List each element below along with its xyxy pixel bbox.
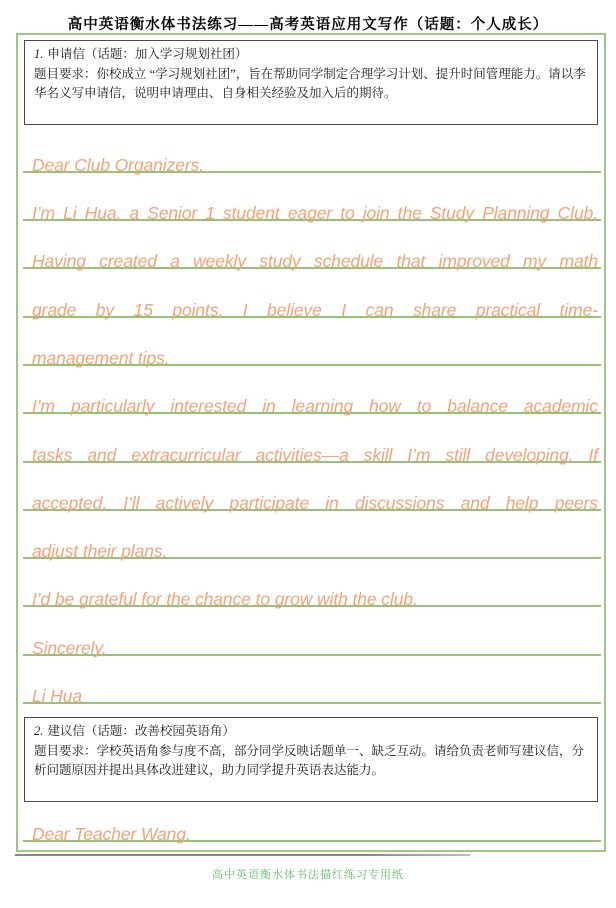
handwriting-text: accepted, I’ll actively participate in discussions and help peers xyxy=(32,492,598,513)
prompt-box-1 xyxy=(24,40,598,125)
writing-line xyxy=(23,414,601,465)
handwriting-text: Dear Club Organizers, xyxy=(32,154,204,175)
prompt-1-number: 1. xyxy=(34,47,44,61)
handwriting-text: management tips. xyxy=(32,347,170,368)
writing-line xyxy=(23,318,601,366)
handwriting-text: I’d be grateful for the chance to grow with the club. xyxy=(32,589,418,610)
clipped-next-section-edge xyxy=(15,854,470,856)
footer-label: 高中英语衡水体书法描红练习专用纸 xyxy=(212,868,404,881)
writing-line xyxy=(23,269,601,320)
prompt-2-topic: 建议信（话题：改善校园英语角） xyxy=(47,724,235,739)
handwriting-text: Dear Teacher Wang, xyxy=(32,823,191,844)
prompt-2-heading xyxy=(34,722,588,742)
writing-line xyxy=(23,366,601,417)
handwriting-text: I’m Li Hua, a Senior 1 student eager to join the Study Planning Club. xyxy=(32,203,598,224)
writing-line xyxy=(23,173,601,224)
handwriting-text: I’m particularly interested in learning how to balance academic xyxy=(32,396,598,417)
handwriting-text: Having created a weekly study schedule that improved my math xyxy=(32,251,598,272)
writing-line xyxy=(23,221,601,272)
writing-line xyxy=(23,559,601,610)
handwriting-text: adjust their plans. xyxy=(32,541,168,562)
writing-line xyxy=(23,656,601,707)
page-title: 高中英语衡水体书法练习——高考英语应用文写作（话题：个人成长） xyxy=(67,17,549,33)
prompt-2-number: 2. xyxy=(34,724,44,739)
writing-line xyxy=(23,802,601,842)
writing-line xyxy=(23,511,601,562)
prompt-2-requirements: 题目要求：学校英语角参与度不高，部分同学反映话题单一、缺乏互动。请给负责老师写建议信，分析问题原因并提出具体改进建议，助力同学提升英语表达能力。 xyxy=(34,743,585,778)
prompt-1-topic: 申请信（话题：加入学习规划社团） xyxy=(47,47,248,61)
handwriting-text: tasks and extracurricular activities—a skill I’m still developing. If xyxy=(32,444,598,465)
writing-line xyxy=(23,607,601,658)
writing-line xyxy=(23,125,601,173)
letter1-lines xyxy=(23,125,601,705)
writing-line xyxy=(23,463,601,511)
prompt-1-heading xyxy=(34,45,588,65)
letter2-lines xyxy=(23,802,601,842)
handwriting-text: Li Hua xyxy=(32,686,82,707)
writing-frame xyxy=(16,33,606,852)
handwriting-text: Sincerely, xyxy=(32,637,107,658)
prompt-box-2 xyxy=(24,717,598,802)
prompt-1-requirements: 题目要求：你校成立 “学习规划社团”，旨在帮助同学制定合理学习计划、提升时间管理能力。请以李华名义写申请信，说明申请理由、自身相关经验及加入后的期待。 xyxy=(34,66,586,100)
handwriting-text: grade by 15 points, I believe I can share practical time- xyxy=(32,299,598,320)
